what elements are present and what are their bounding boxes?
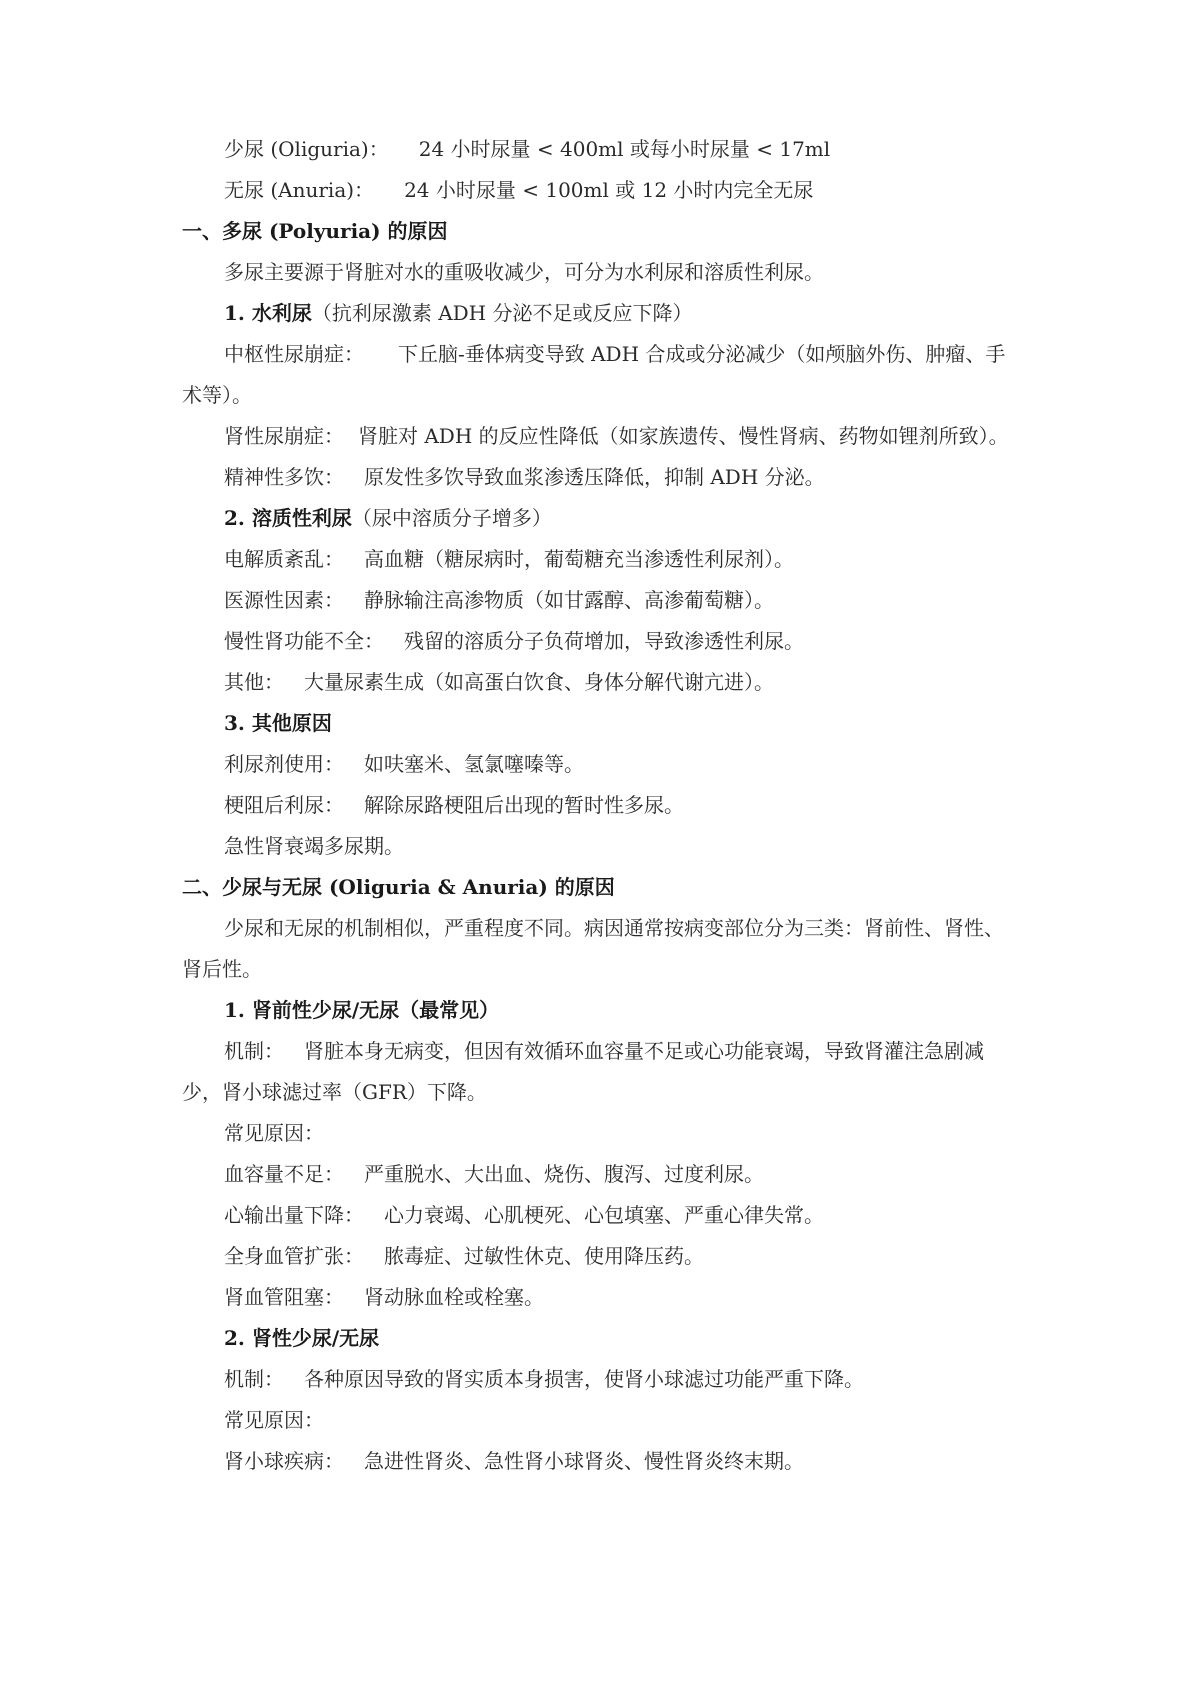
subsection-note: （尿中溶质分子增多） — [351, 506, 552, 530]
cause-label: 医源性因素： — [224, 588, 344, 612]
paragraph-continuation: 少，肾小球滤过率（GFR）下降。 — [182, 1080, 487, 1104]
subsection-heading — [224, 1324, 379, 1352]
paragraph: 常见原因： — [224, 1408, 324, 1432]
cause-label: 中枢性尿崩症： — [224, 342, 364, 366]
paragraph: 少尿和无尿的机制相似，严重程度不同。病因通常按病变部位分为三类：肾前性、肾性、 — [224, 916, 1004, 940]
cause-text: 肾动脉血栓或栓塞。 — [364, 1285, 544, 1309]
subsection-title: 1. 水利尿 — [224, 301, 312, 325]
paragraph-continuation: 肾后性。 — [182, 957, 262, 981]
mechanism-text: 各种原因导致的肾实质本身损害，使肾小球滤过功能严重下降。 — [304, 1367, 864, 1391]
cause-label: 慢性肾功能不全： — [224, 629, 384, 653]
cause-text: 原发性多饮导致血浆渗透压降低，抑制 ADH 分泌。 — [364, 465, 825, 489]
cause-item — [224, 463, 825, 491]
term-label: 无尿 (Anuria)： — [224, 178, 375, 202]
paragraph-continuation: 术等）。 — [182, 383, 252, 407]
cause-text: 解除尿路梗阻后出现的暂时性多尿。 — [364, 793, 684, 817]
cause-item — [224, 1242, 704, 1270]
cause-item — [224, 586, 774, 614]
cause-item — [224, 1201, 824, 1229]
cause-text: 下丘脑-垂体病变导致 ADH 合成或分泌减少（如颅脑外伤、肿瘤、手 — [398, 342, 1006, 366]
cause-label: 肾小球疾病： — [224, 1449, 344, 1473]
cause-item — [224, 627, 804, 655]
cause-text: 大量尿素生成（如高蛋白饮食、身体分解代谢亢进）。 — [304, 670, 774, 694]
definition-oliguria — [224, 135, 830, 163]
cause-text: 心力衰竭、心肌梗死、心包填塞、严重心律失常。 — [384, 1203, 824, 1227]
section-heading: 二、少尿与无尿 (Oliguria & Anuria) 的原因 — [182, 875, 615, 899]
cause-label: 肾血管阻塞： — [224, 1285, 344, 1309]
subsection-heading — [224, 709, 332, 737]
cause-label: 利尿剂使用： — [224, 752, 344, 776]
cause-item — [224, 1160, 764, 1188]
mechanism-text: 肾脏本身无病变，但因有效循环血容量不足或心功能衰竭，导致肾灌注急剧减 — [304, 1039, 984, 1063]
paragraph: 多尿主要源于肾脏对水的重吸收减少，可分为水利尿和溶质性利尿。 — [224, 260, 824, 284]
subsection-title: 2. 肾性少尿/无尿 — [224, 1326, 380, 1350]
mechanism-item — [224, 1037, 984, 1065]
section-heading: 一、多尿 (Polyuria) 的原因 — [182, 219, 448, 243]
cause-item — [224, 750, 584, 778]
subsection-title: 1. 肾前性少尿/无尿（最常见） — [224, 998, 500, 1022]
cause-label: 全身血管扩张： — [224, 1244, 364, 1268]
cause-label: 血容量不足： — [224, 1162, 344, 1186]
cause-text: 急进性肾炎、急性肾小球肾炎、慢性肾炎终末期。 — [364, 1449, 804, 1473]
cause-text: 如呋塞米、氢氯噻嗪等。 — [364, 752, 584, 776]
mechanism-label: 机制： — [224, 1367, 284, 1391]
cause-text: 肾脏对 ADH 的反应性降低（如家族遗传、慢性肾病、药物如锂剂所致）。 — [358, 424, 1009, 448]
cause-item — [224, 1447, 804, 1475]
cause-text: 高血糖（糖尿病时，葡萄糖充当渗透性利尿剂）。 — [364, 547, 794, 571]
cause-item — [224, 545, 794, 573]
subsection-heading — [224, 299, 692, 327]
cause-item — [224, 1283, 544, 1311]
paragraph: 常见原因： — [224, 1121, 324, 1145]
cause-item — [224, 791, 684, 819]
mechanism-label: 机制： — [224, 1039, 284, 1063]
subsection-title: 2. 溶质性利尿 — [224, 506, 352, 530]
mechanism-item — [224, 1365, 864, 1393]
cause-text: 静脉输注高渗物质（如甘露醇、高渗葡萄糖）。 — [364, 588, 774, 612]
cause-label: 梗阻后利尿： — [224, 793, 344, 817]
cause-text: 脓毒症、过敏性休克、使用降压药。 — [384, 1244, 704, 1268]
subsection-title: 3. 其他原因 — [224, 711, 332, 735]
subsection-note: （抗利尿激素 ADH 分泌不足或反应下降） — [311, 301, 693, 325]
cause-item — [224, 340, 1005, 368]
cause-label: 精神性多饮： — [224, 465, 344, 489]
cause-label: 其他： — [224, 670, 284, 694]
term-label: 少尿 (Oliguria)： — [224, 137, 389, 161]
cause-item — [224, 422, 1009, 450]
cause-text: 严重脱水、大出血、烧伤、腹泻、过度利尿。 — [364, 1162, 764, 1186]
cause-label: 心输出量下降： — [224, 1203, 364, 1227]
cause-label: 电解质紊乱： — [224, 547, 344, 571]
subsection-heading — [224, 996, 499, 1024]
cause-label: 肾性尿崩症： — [224, 424, 344, 448]
cause-text: 残留的溶质分子负荷增加，导致渗透性利尿。 — [404, 629, 804, 653]
definition-anuria — [224, 176, 813, 204]
term-text: 24 小时尿量 < 100ml 或 12 小时内完全无尿 — [404, 178, 814, 202]
paragraph: 急性肾衰竭多尿期。 — [224, 834, 404, 858]
cause-item — [224, 668, 774, 696]
term-text: 24 小时尿量 < 400ml 或每小时尿量 < 17ml — [418, 137, 831, 161]
subsection-heading — [224, 504, 552, 532]
